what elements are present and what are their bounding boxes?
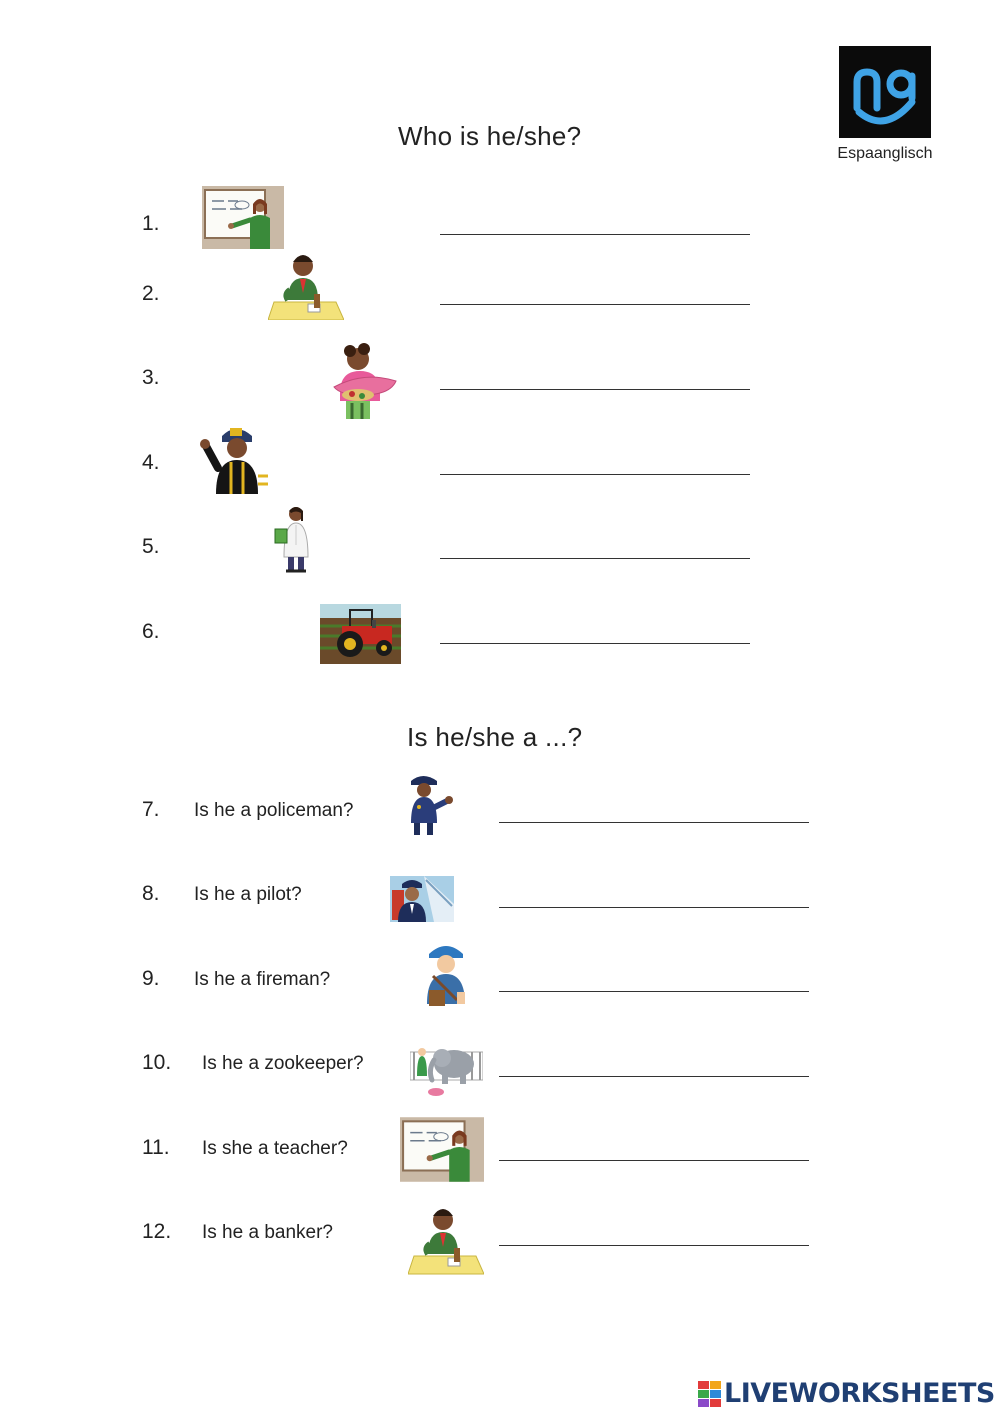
item-number: 7. — [142, 798, 160, 821]
item-number: 10. — [142, 1051, 172, 1074]
answer-field-12[interactable] — [499, 1218, 809, 1246]
liveworksheets-blocks-icon — [698, 1381, 722, 1407]
item-number: 2. — [142, 282, 160, 305]
item-number: 12. — [142, 1220, 172, 1243]
item-number: 3. — [142, 366, 160, 389]
section-title-who: Who is he/she? — [398, 121, 582, 151]
question-text: Is he a banker? — [202, 1222, 333, 1243]
publisher-logo — [839, 46, 931, 138]
question-text: Is he a fireman? — [194, 969, 331, 990]
question-text: Is he a zookeeper? — [202, 1053, 364, 1074]
question-text: Is he a policeman? — [194, 800, 354, 821]
answer-field-4[interactable] — [440, 447, 750, 475]
pilot-icon — [390, 876, 454, 922]
item-number: 9. — [142, 967, 160, 990]
zookeeper-elephant-icon — [410, 1042, 483, 1098]
fireman-icon — [196, 424, 272, 494]
answer-field-5[interactable] — [440, 531, 750, 559]
answer-field-2[interactable] — [440, 277, 750, 305]
teacher-icon — [400, 1117, 484, 1182]
item-number: 8. — [142, 882, 160, 905]
answer-field-3[interactable] — [440, 362, 750, 390]
item-number: 1. — [142, 212, 160, 235]
policeman-icon — [405, 773, 455, 837]
answer-field-10[interactable] — [499, 1049, 809, 1077]
section-title-is: Is he/she a ...? — [407, 722, 583, 752]
farmer-tractor-icon — [320, 604, 401, 664]
answer-field-8[interactable] — [499, 880, 809, 908]
question-text: Is he a pilot? — [194, 884, 302, 905]
answer-field-1[interactable] — [440, 207, 750, 235]
liveworksheets-brand: LIVEWORKSHEETS — [724, 1378, 995, 1409]
doctor-icon — [272, 505, 312, 575]
item-number: 5. — [142, 535, 160, 558]
answer-field-7[interactable] — [499, 795, 809, 823]
banker-icon — [408, 1205, 484, 1275]
chef-icon — [332, 343, 398, 419]
answer-field-9[interactable] — [499, 964, 809, 992]
question-text: Is she a teacher? — [202, 1138, 348, 1159]
postman-icon — [423, 942, 469, 1010]
item-number: 11. — [142, 1136, 170, 1159]
teacher-icon — [202, 186, 284, 249]
banker-icon — [268, 252, 344, 320]
logo-caption: Espaanglisch — [837, 145, 933, 162]
item-number: 6. — [142, 620, 160, 643]
answer-field-6[interactable] — [440, 616, 750, 644]
item-number: 4. — [142, 451, 160, 474]
answer-field-11[interactable] — [499, 1133, 809, 1161]
ng-logo-icon — [839, 46, 931, 138]
liveworksheets-logo — [698, 1378, 995, 1409]
